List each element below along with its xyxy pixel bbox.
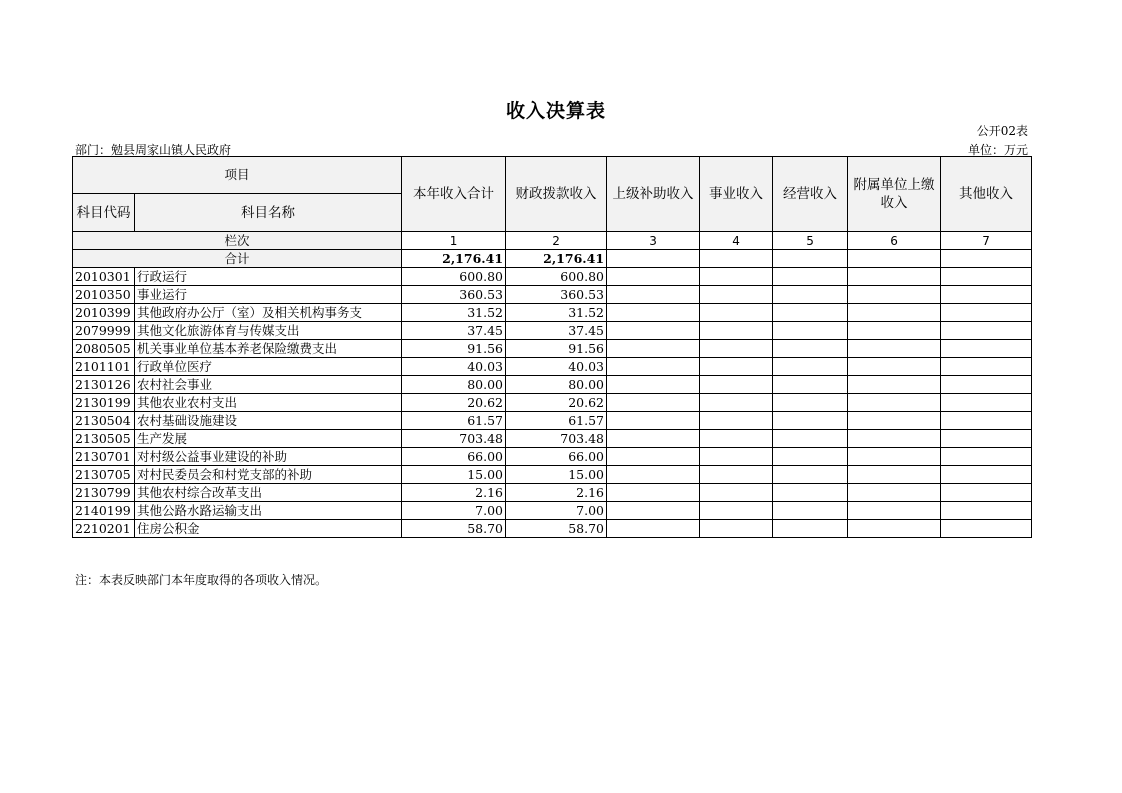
empty-cell xyxy=(607,394,700,412)
table-row xyxy=(73,304,1032,322)
fiscal-income-cell: 31.52 xyxy=(506,304,607,322)
table-row xyxy=(73,322,1032,340)
subject-name-cell: 行政单位医疗 xyxy=(135,358,402,376)
table-row xyxy=(73,268,1032,286)
subject-name-cell: 其他政府办公厅（室）及相关机构事务支 xyxy=(135,304,402,322)
table-row xyxy=(73,412,1032,430)
table-row xyxy=(73,484,1032,502)
empty-cell xyxy=(848,466,941,484)
total-income-cell: 80.00 xyxy=(402,376,506,394)
total-income-cell: 600.80 xyxy=(402,268,506,286)
subject-name-cell: 农村社会事业 xyxy=(135,376,402,394)
header-operating: 经营收入 xyxy=(773,157,848,232)
column-number: 5 xyxy=(773,232,848,250)
empty-cell xyxy=(700,322,773,340)
column-number: 2 xyxy=(506,232,607,250)
empty-cell xyxy=(607,520,700,538)
empty-cell xyxy=(773,286,848,304)
column-number: 4 xyxy=(700,232,773,250)
empty-cell xyxy=(941,304,1032,322)
empty-cell xyxy=(848,412,941,430)
subject-name-cell: 机关事业单位基本养老保险缴费支出 xyxy=(135,340,402,358)
subject-name-cell: 对村级公益事业建设的补助 xyxy=(135,448,402,466)
subject-code-cell: 2010399 xyxy=(73,304,135,322)
header-superior: 上级补助收入 xyxy=(607,157,700,232)
fiscal-income-cell: 7.00 xyxy=(506,502,607,520)
empty-cell xyxy=(700,484,773,502)
fiscal-income-cell: 91.56 xyxy=(506,340,607,358)
empty-cell xyxy=(773,430,848,448)
empty-cell xyxy=(848,430,941,448)
unit-label: 单位：万元 xyxy=(967,143,1028,157)
empty-cell xyxy=(607,250,700,268)
total-income-cell: 360.53 xyxy=(402,286,506,304)
table-row xyxy=(73,448,1032,466)
fiscal-income-cell: 61.57 xyxy=(506,412,607,430)
subject-name-cell: 行政运行 xyxy=(135,268,402,286)
subject-name-cell: 生产发展 xyxy=(135,430,402,448)
empty-cell xyxy=(848,268,941,286)
subject-code-cell: 2130799 xyxy=(73,484,135,502)
total-income-cell: 2.16 xyxy=(402,484,506,502)
header-item: 项目 xyxy=(73,157,402,194)
empty-cell xyxy=(773,376,848,394)
empty-cell xyxy=(700,250,773,268)
subject-code-cell: 2130705 xyxy=(73,466,135,484)
empty-cell xyxy=(941,394,1032,412)
empty-cell xyxy=(700,304,773,322)
empty-cell xyxy=(773,448,848,466)
subject-code-cell: 2130504 xyxy=(73,412,135,430)
total-income-value: 2,176.41 xyxy=(402,250,506,268)
empty-cell xyxy=(773,322,848,340)
subject-code-cell: 2079999 xyxy=(73,322,135,340)
empty-cell xyxy=(773,502,848,520)
subject-code-cell: 2010350 xyxy=(73,286,135,304)
empty-cell xyxy=(607,484,700,502)
column-number: 6 xyxy=(848,232,941,250)
empty-cell xyxy=(941,430,1032,448)
total-fiscal-value: 2,176.41 xyxy=(506,250,607,268)
header-row-1 xyxy=(73,157,1032,194)
table-row xyxy=(73,394,1032,412)
fiscal-income-cell: 600.80 xyxy=(506,268,607,286)
empty-cell xyxy=(941,358,1032,376)
empty-cell xyxy=(607,304,700,322)
empty-cell xyxy=(941,376,1032,394)
table-row xyxy=(73,502,1032,520)
subject-name-cell: 事业运行 xyxy=(135,286,402,304)
table-row xyxy=(73,340,1032,358)
column-number: 1 xyxy=(402,232,506,250)
empty-cell xyxy=(607,430,700,448)
total-income-cell: 66.00 xyxy=(402,448,506,466)
empty-cell xyxy=(607,340,700,358)
total-income-cell: 7.00 xyxy=(402,502,506,520)
table-row xyxy=(73,430,1032,448)
total-income-cell: 31.52 xyxy=(402,304,506,322)
fiscal-income-cell: 703.48 xyxy=(506,430,607,448)
empty-cell xyxy=(607,322,700,340)
empty-cell xyxy=(773,304,848,322)
empty-cell xyxy=(773,520,848,538)
subject-code-cell: 2130126 xyxy=(73,376,135,394)
empty-cell xyxy=(607,376,700,394)
column-index-row xyxy=(73,232,1032,250)
empty-cell xyxy=(941,520,1032,538)
empty-cell xyxy=(607,466,700,484)
empty-cell xyxy=(700,448,773,466)
empty-cell xyxy=(941,412,1032,430)
total-income-cell: 20.62 xyxy=(402,394,506,412)
empty-cell xyxy=(848,520,941,538)
subject-code-cell: 2130199 xyxy=(73,394,135,412)
total-income-cell: 58.70 xyxy=(402,520,506,538)
fiscal-income-cell: 80.00 xyxy=(506,376,607,394)
empty-cell xyxy=(700,268,773,286)
empty-cell xyxy=(700,430,773,448)
subject-name-cell: 其他文化旅游体育与传媒支出 xyxy=(135,322,402,340)
subject-code-cell: 2130701 xyxy=(73,448,135,466)
total-income-cell: 40.03 xyxy=(402,358,506,376)
empty-cell xyxy=(607,358,700,376)
empty-cell xyxy=(700,286,773,304)
empty-cell xyxy=(848,322,941,340)
empty-cell xyxy=(941,448,1032,466)
form-code: 公开02表 xyxy=(976,124,1028,138)
header-subject-name: 科目名称 xyxy=(135,194,402,232)
empty-cell xyxy=(941,250,1032,268)
empty-cell xyxy=(848,394,941,412)
empty-cell xyxy=(700,394,773,412)
header-business: 事业收入 xyxy=(700,157,773,232)
empty-cell xyxy=(773,268,848,286)
empty-cell xyxy=(700,376,773,394)
total-row xyxy=(73,250,1032,268)
empty-cell xyxy=(607,268,700,286)
empty-cell xyxy=(773,466,848,484)
empty-cell xyxy=(848,448,941,466)
empty-cell xyxy=(607,448,700,466)
header-other: 其他收入 xyxy=(941,157,1032,232)
subject-code-cell: 2140199 xyxy=(73,502,135,520)
subject-code-cell: 2130505 xyxy=(73,430,135,448)
empty-cell xyxy=(941,286,1032,304)
fiscal-income-cell: 15.00 xyxy=(506,466,607,484)
empty-cell xyxy=(848,502,941,520)
subject-name-cell: 其他农村综合改革支出 xyxy=(135,484,402,502)
footnote: 注：本表反映部门本年度取得的各项收入情况。 xyxy=(75,573,328,587)
header-affiliated: 附属单位上缴收入 xyxy=(848,157,941,232)
fiscal-income-cell: 20.62 xyxy=(506,394,607,412)
empty-cell xyxy=(773,394,848,412)
empty-cell xyxy=(607,502,700,520)
fiscal-income-cell: 360.53 xyxy=(506,286,607,304)
fiscal-income-cell: 2.16 xyxy=(506,484,607,502)
subject-code-cell: 2080505 xyxy=(73,340,135,358)
subject-name-cell: 住房公积金 xyxy=(135,520,402,538)
subject-code-cell: 2010301 xyxy=(73,268,135,286)
department-label: 部门：勉县周家山镇人民政府 xyxy=(75,143,232,157)
fiscal-income-cell: 40.03 xyxy=(506,358,607,376)
total-income-cell: 61.57 xyxy=(402,412,506,430)
empty-cell xyxy=(848,376,941,394)
empty-cell xyxy=(848,250,941,268)
empty-cell xyxy=(941,466,1032,484)
table-row xyxy=(73,358,1032,376)
empty-cell xyxy=(607,286,700,304)
fiscal-income-cell: 66.00 xyxy=(506,448,607,466)
empty-cell xyxy=(941,268,1032,286)
empty-cell xyxy=(700,466,773,484)
income-table xyxy=(72,156,1032,538)
empty-cell xyxy=(848,358,941,376)
empty-cell xyxy=(848,340,941,358)
table-row xyxy=(73,286,1032,304)
empty-cell xyxy=(700,502,773,520)
empty-cell xyxy=(941,322,1032,340)
empty-cell xyxy=(848,304,941,322)
header-subject-code: 科目代码 xyxy=(73,194,135,232)
subject-name-cell: 农村基础设施建设 xyxy=(135,412,402,430)
total-income-cell: 703.48 xyxy=(402,430,506,448)
empty-cell xyxy=(941,484,1032,502)
row-index-label: 栏次 xyxy=(73,232,402,250)
table-row xyxy=(73,376,1032,394)
total-income-cell: 15.00 xyxy=(402,466,506,484)
empty-cell xyxy=(848,484,941,502)
total-label: 合计 xyxy=(73,250,402,268)
table-row xyxy=(73,466,1032,484)
empty-cell xyxy=(700,412,773,430)
page-title: 收入决算表 xyxy=(505,100,606,122)
subject-name-cell: 其他农业农村支出 xyxy=(135,394,402,412)
subject-name-cell: 其他公路水路运输支出 xyxy=(135,502,402,520)
column-number: 7 xyxy=(941,232,1032,250)
header-total: 本年收入合计 xyxy=(402,157,506,232)
header-fiscal: 财政拨款收入 xyxy=(506,157,607,232)
empty-cell xyxy=(848,286,941,304)
total-income-cell: 91.56 xyxy=(402,340,506,358)
subject-code-cell: 2210201 xyxy=(73,520,135,538)
empty-cell xyxy=(700,358,773,376)
empty-cell xyxy=(700,520,773,538)
fiscal-income-cell: 37.45 xyxy=(506,322,607,340)
empty-cell xyxy=(773,412,848,430)
empty-cell xyxy=(773,340,848,358)
fiscal-income-cell: 58.70 xyxy=(506,520,607,538)
empty-cell xyxy=(773,250,848,268)
subject-name-cell: 对村民委员会和村党支部的补助 xyxy=(135,466,402,484)
empty-cell xyxy=(773,358,848,376)
empty-cell xyxy=(700,340,773,358)
empty-cell xyxy=(941,502,1032,520)
table-row xyxy=(73,520,1032,538)
column-number: 3 xyxy=(607,232,700,250)
subject-code-cell: 2101101 xyxy=(73,358,135,376)
empty-cell xyxy=(773,484,848,502)
total-income-cell: 37.45 xyxy=(402,322,506,340)
empty-cell xyxy=(607,412,700,430)
empty-cell xyxy=(941,340,1032,358)
